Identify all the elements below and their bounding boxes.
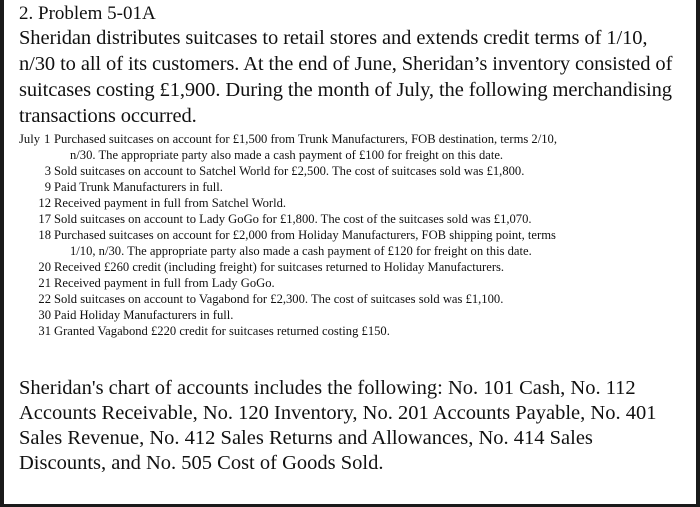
problem-document (19, 2, 679, 339)
transaction-month: July (19, 132, 40, 146)
transaction-item (30, 211, 649, 227)
transaction-day: 20 (38, 260, 51, 274)
transaction-day: 21 (38, 276, 51, 290)
transaction-text: Granted Vagabond £220 credit for suitcases returned costing £150. (54, 324, 390, 338)
transaction-item (30, 291, 649, 307)
transaction-text: Purchased suitcases on account for £2,000 from Holiday Manufacturers, FOB shipping point, terms (54, 228, 556, 242)
transaction-day: 12 (38, 196, 51, 210)
transaction-day: 3 (44, 164, 51, 178)
transaction-item (30, 275, 649, 291)
transaction-item (30, 195, 649, 211)
transaction-day: 18 (38, 228, 51, 242)
transaction-item (30, 307, 649, 323)
transaction-text: Sold suitcases on account to Satchel World for £2,500. The cost of suitcases sold was £1,800. (54, 164, 525, 178)
transaction-day: 22 (38, 292, 51, 306)
transaction-text-continued: 1/10, n/30. The appropriate party also made a cash payment of £120 for freight on this date. (70, 244, 532, 258)
transaction-text: Received £260 credit (including freight) for suitcases returned to Holiday Manufacturers. (54, 260, 505, 274)
transaction-list (19, 131, 679, 339)
transaction-text: Sold suitcases on account to Lady GoGo for £1,800. The cost of the suitcases sold was £1,070. (54, 212, 532, 226)
transaction-item (30, 323, 649, 339)
transaction-day: 30 (38, 308, 51, 322)
transaction-item (30, 259, 649, 275)
transaction-item (30, 179, 649, 195)
transaction-day: 1 (44, 132, 51, 146)
transaction-text: Purchased suitcases on account for £1,500 from Trunk Manufacturers, FOB destination, terms 2/10, (54, 132, 557, 146)
transaction-text: Sold suitcases on account to Vagabond for £2,300. The cost of suitcases sold was £1,100. (54, 292, 504, 306)
problem-intro: Sheridan distributes suitcases to retail stores and extends credit terms of 1/10, n/30 to all of its customers. At the end of June, Sheridan’s inventory consisted of suitcases costing £1,900. During the month of July, the following merchandising transactions occurred. (19, 27, 673, 127)
transaction-item (30, 163, 649, 179)
transaction-item (19, 131, 649, 163)
transaction-text: Received payment in full from Satchel World. (54, 196, 287, 210)
transaction-text: Received payment in full from Lady GoGo. (54, 276, 275, 290)
transaction-text: Paid Trunk Manufacturers in full. (54, 180, 223, 194)
transaction-text: Paid Holiday Manufacturers in full. (54, 308, 234, 322)
right-border (696, 0, 700, 507)
transaction-day: 9 (44, 180, 51, 194)
transaction-day: 31 (38, 324, 51, 338)
left-border (0, 0, 4, 507)
transaction-day: 17 (38, 212, 51, 226)
transaction-text-continued: n/30. The appropriate party also made a cash payment of £100 for freight on this date. (70, 148, 504, 162)
problem-heading: 2. Problem 5-01A (19, 3, 156, 24)
transaction-item (30, 227, 649, 259)
chart-of-accounts: Sheridan's chart of accounts includes the following: No. 101 Cash, No. 112 Accounts Receivable, No. 120 Inventory, No. 201 Accounts Payable, No. 401 Sales Revenue, No. 412 Sales Returns and Allowances, No. 414 Sales Discounts, and No. 505 Cost of Goods Sold. (19, 377, 657, 474)
